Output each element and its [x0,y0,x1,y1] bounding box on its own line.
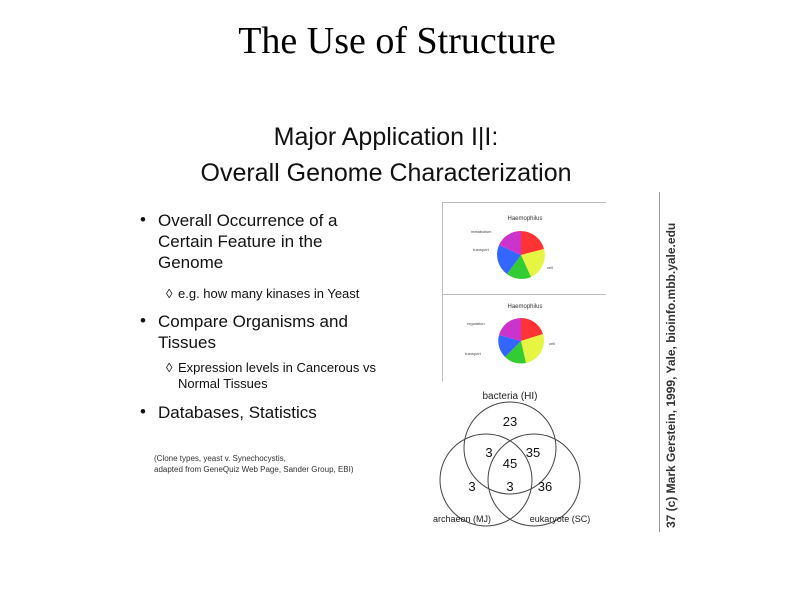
footnote [154,453,374,475]
pie-chart-1 [443,203,606,295]
slide-title: The Use of Structure [238,20,556,62]
venn-label-bottom-right: eukaryote (SC) [529,514,591,524]
venn-value: 3 [468,479,476,494]
pie-title: Haemophilus [507,304,543,310]
bullet-text: Tissues [158,333,216,352]
pie-label: transport [473,247,489,252]
bullet-dot: • [140,210,146,229]
pie-chart-panel [442,294,606,381]
venn-svg [430,388,610,528]
footnote-line: (Clone types, yeast v. Synechocystis, [154,454,286,463]
sub-bullet-text: e.g. how many kinases in Yeast [178,286,360,301]
venn-value: 3 [485,445,493,460]
bullet-text: Genome [158,253,224,272]
bullet-text: Compare Organisms and [158,312,348,331]
venn-value: 36 [537,479,553,494]
venn-label-bottom-left: archaeon (MJ) [432,514,492,524]
pie-label: regulation [467,321,485,326]
venn-value: 45 [502,456,518,471]
sub-bullet-text: Normal Tissues [178,376,268,391]
sub-bullet-diamond: ◊ [166,286,173,301]
bullet-text: Certain Feature in the [158,232,323,251]
bullet-text: Overall Occurrence of a [158,211,338,230]
pie-label: cell [547,265,554,270]
venn-value: 3 [506,479,514,494]
credit-text: 37 (c) Mark Gerstein, 1999, Yale, bioinfo.mbb.yale.edu [664,222,678,528]
pie-label: transport [465,351,481,356]
venn-value: 23 [502,414,518,429]
venn-value: 35 [525,445,541,460]
sub-bullet-diamond: ◊ [166,360,173,375]
pie-label: metabolism [471,229,492,234]
bullet-dot: • [140,402,146,421]
sub-bullet-text: Expression levels in Cancerous vs [178,360,376,375]
pie-label: cell [549,341,556,346]
pie-chart-panel [442,202,606,295]
pie-slices [498,318,544,364]
pie-title: Haemophilus [507,216,543,222]
pie-chart-2 [443,295,606,381]
venn-label-top: bacteria (HI) [482,391,538,402]
bullet-dot: • [140,311,146,330]
footnote-line: adapted from GeneQuiz Web Page, Sander Group, EBI) [154,465,354,474]
image-heading-line2: Overall Genome Characterization [200,159,572,187]
bullet-text: Databases, Statistics [158,403,317,422]
venn-diagram [430,388,610,528]
image-heading-line1: Major Application I|I: [273,123,499,151]
pie-slices [497,231,545,279]
